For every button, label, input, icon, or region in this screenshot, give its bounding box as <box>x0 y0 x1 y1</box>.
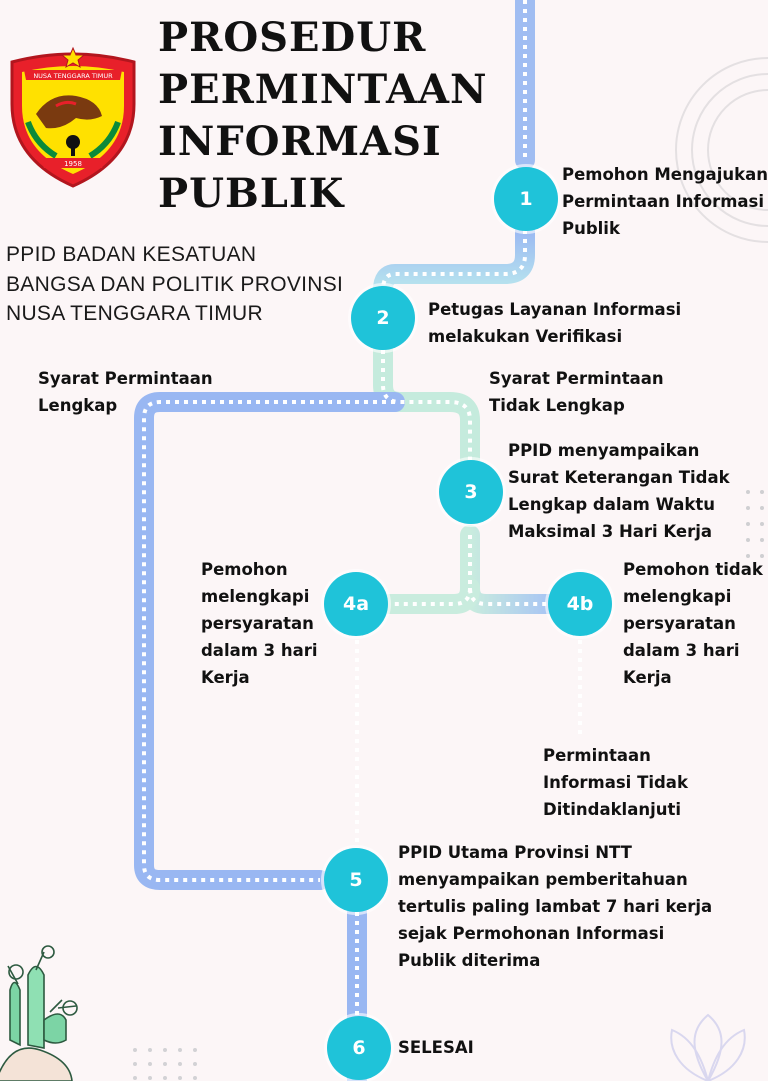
label-line: melengkapi <box>201 587 310 606</box>
agency-subtitle <box>6 240 343 329</box>
step-node-1: 1 <box>494 167 558 231</box>
label-line: Syarat Permintaan <box>489 369 664 388</box>
label-line: dalam 3 hari <box>623 641 740 660</box>
title-line: PERMINTAAN <box>158 66 488 113</box>
emblem-banner-text: NUSA TENGGARA TIMUR <box>33 72 113 80</box>
label-line: PPID Utama Provinsi NTT <box>398 843 632 862</box>
ntt-emblem-logo <box>6 44 140 188</box>
label-line: Publik <box>562 219 620 238</box>
label-line: Kerja <box>623 668 672 687</box>
label-line: Permintaan Informasi <box>562 192 765 211</box>
label-line: Surat Keterangan Tidak <box>508 468 730 487</box>
branch-label-complete <box>38 365 213 419</box>
step-label-2 <box>428 296 681 350</box>
label-line: Pemohon <box>201 560 288 579</box>
label-line: melakukan Verifikasi <box>428 327 623 346</box>
label-line: Publik diterima <box>398 951 541 970</box>
step-node-2: 2 <box>351 286 415 350</box>
label-line: Pemohon Mengajukan <box>562 165 768 184</box>
leaf-decoration <box>671 1015 745 1081</box>
path-3-4a <box>390 588 470 604</box>
label-line: tertulis paling lambat 7 hari kerja <box>398 897 713 916</box>
subtitle-line: PPID BADAN KESATUAN <box>6 243 257 266</box>
branch-label-not-followed-up <box>543 742 688 823</box>
label-line: menyampaikan pemberitahuan <box>398 870 688 889</box>
dot-grid-right <box>746 490 764 558</box>
label-line: Syarat Permintaan <box>38 369 213 388</box>
label-line: Tidak Lengkap <box>489 396 625 415</box>
label-line: melengkapi <box>623 587 732 606</box>
subtitle-line: BANGSA DAN POLITIK PROVINSI <box>6 272 344 296</box>
label-line: Maksimal 3 Hari Kerja <box>508 522 713 541</box>
dot-grid-bottom <box>133 1048 197 1080</box>
step-label-1 <box>562 161 768 242</box>
step-label-6 <box>398 1034 474 1061</box>
step-node-4b: 4b <box>548 572 612 636</box>
title-line: PROSEDUR <box>158 14 427 61</box>
step-label-4b <box>623 556 763 691</box>
label-line: Permintaan <box>543 746 651 765</box>
label-line: Kerja <box>201 668 250 687</box>
title-line: PUBLIK <box>158 170 345 217</box>
label-line: Pemohon tidak <box>623 560 763 579</box>
label-line: sejak Permohonan Informasi <box>398 924 665 943</box>
step-node-6: 6 <box>327 1016 391 1080</box>
label-line: Ditindaklanjuti <box>543 800 682 819</box>
label-line: Informasi Tidak <box>543 773 688 792</box>
step-label-5 <box>398 839 712 974</box>
label-line: PPID menyampaikan <box>508 441 700 460</box>
cactus-decoration <box>0 946 77 1081</box>
step-label-3 <box>508 437 730 545</box>
label-line: Lengkap <box>38 396 118 415</box>
label-line: persyaratan <box>201 614 314 633</box>
path-3-down <box>470 535 548 604</box>
step-label-4a <box>201 556 318 691</box>
branch-label-incomplete <box>489 365 664 419</box>
label-line: Lengkap dalam Waktu <box>508 495 715 514</box>
path-1-2 <box>383 230 525 290</box>
step-node-3: 3 <box>439 460 503 524</box>
label-line: Petugas Layanan Informasi <box>428 300 682 319</box>
subtitle-line: NUSA TENGGARA TIMUR <box>6 302 263 325</box>
label-line: dalam 3 hari <box>201 641 318 660</box>
step-node-5: 5 <box>324 848 388 912</box>
label-line: persyaratan <box>623 614 736 633</box>
label-line: SELESAI <box>398 1038 474 1057</box>
title-line: INFORMASI <box>158 118 442 165</box>
emblem-year: 1958 <box>64 160 82 168</box>
step-node-4a: 4a <box>324 572 388 636</box>
page-title <box>158 12 488 220</box>
